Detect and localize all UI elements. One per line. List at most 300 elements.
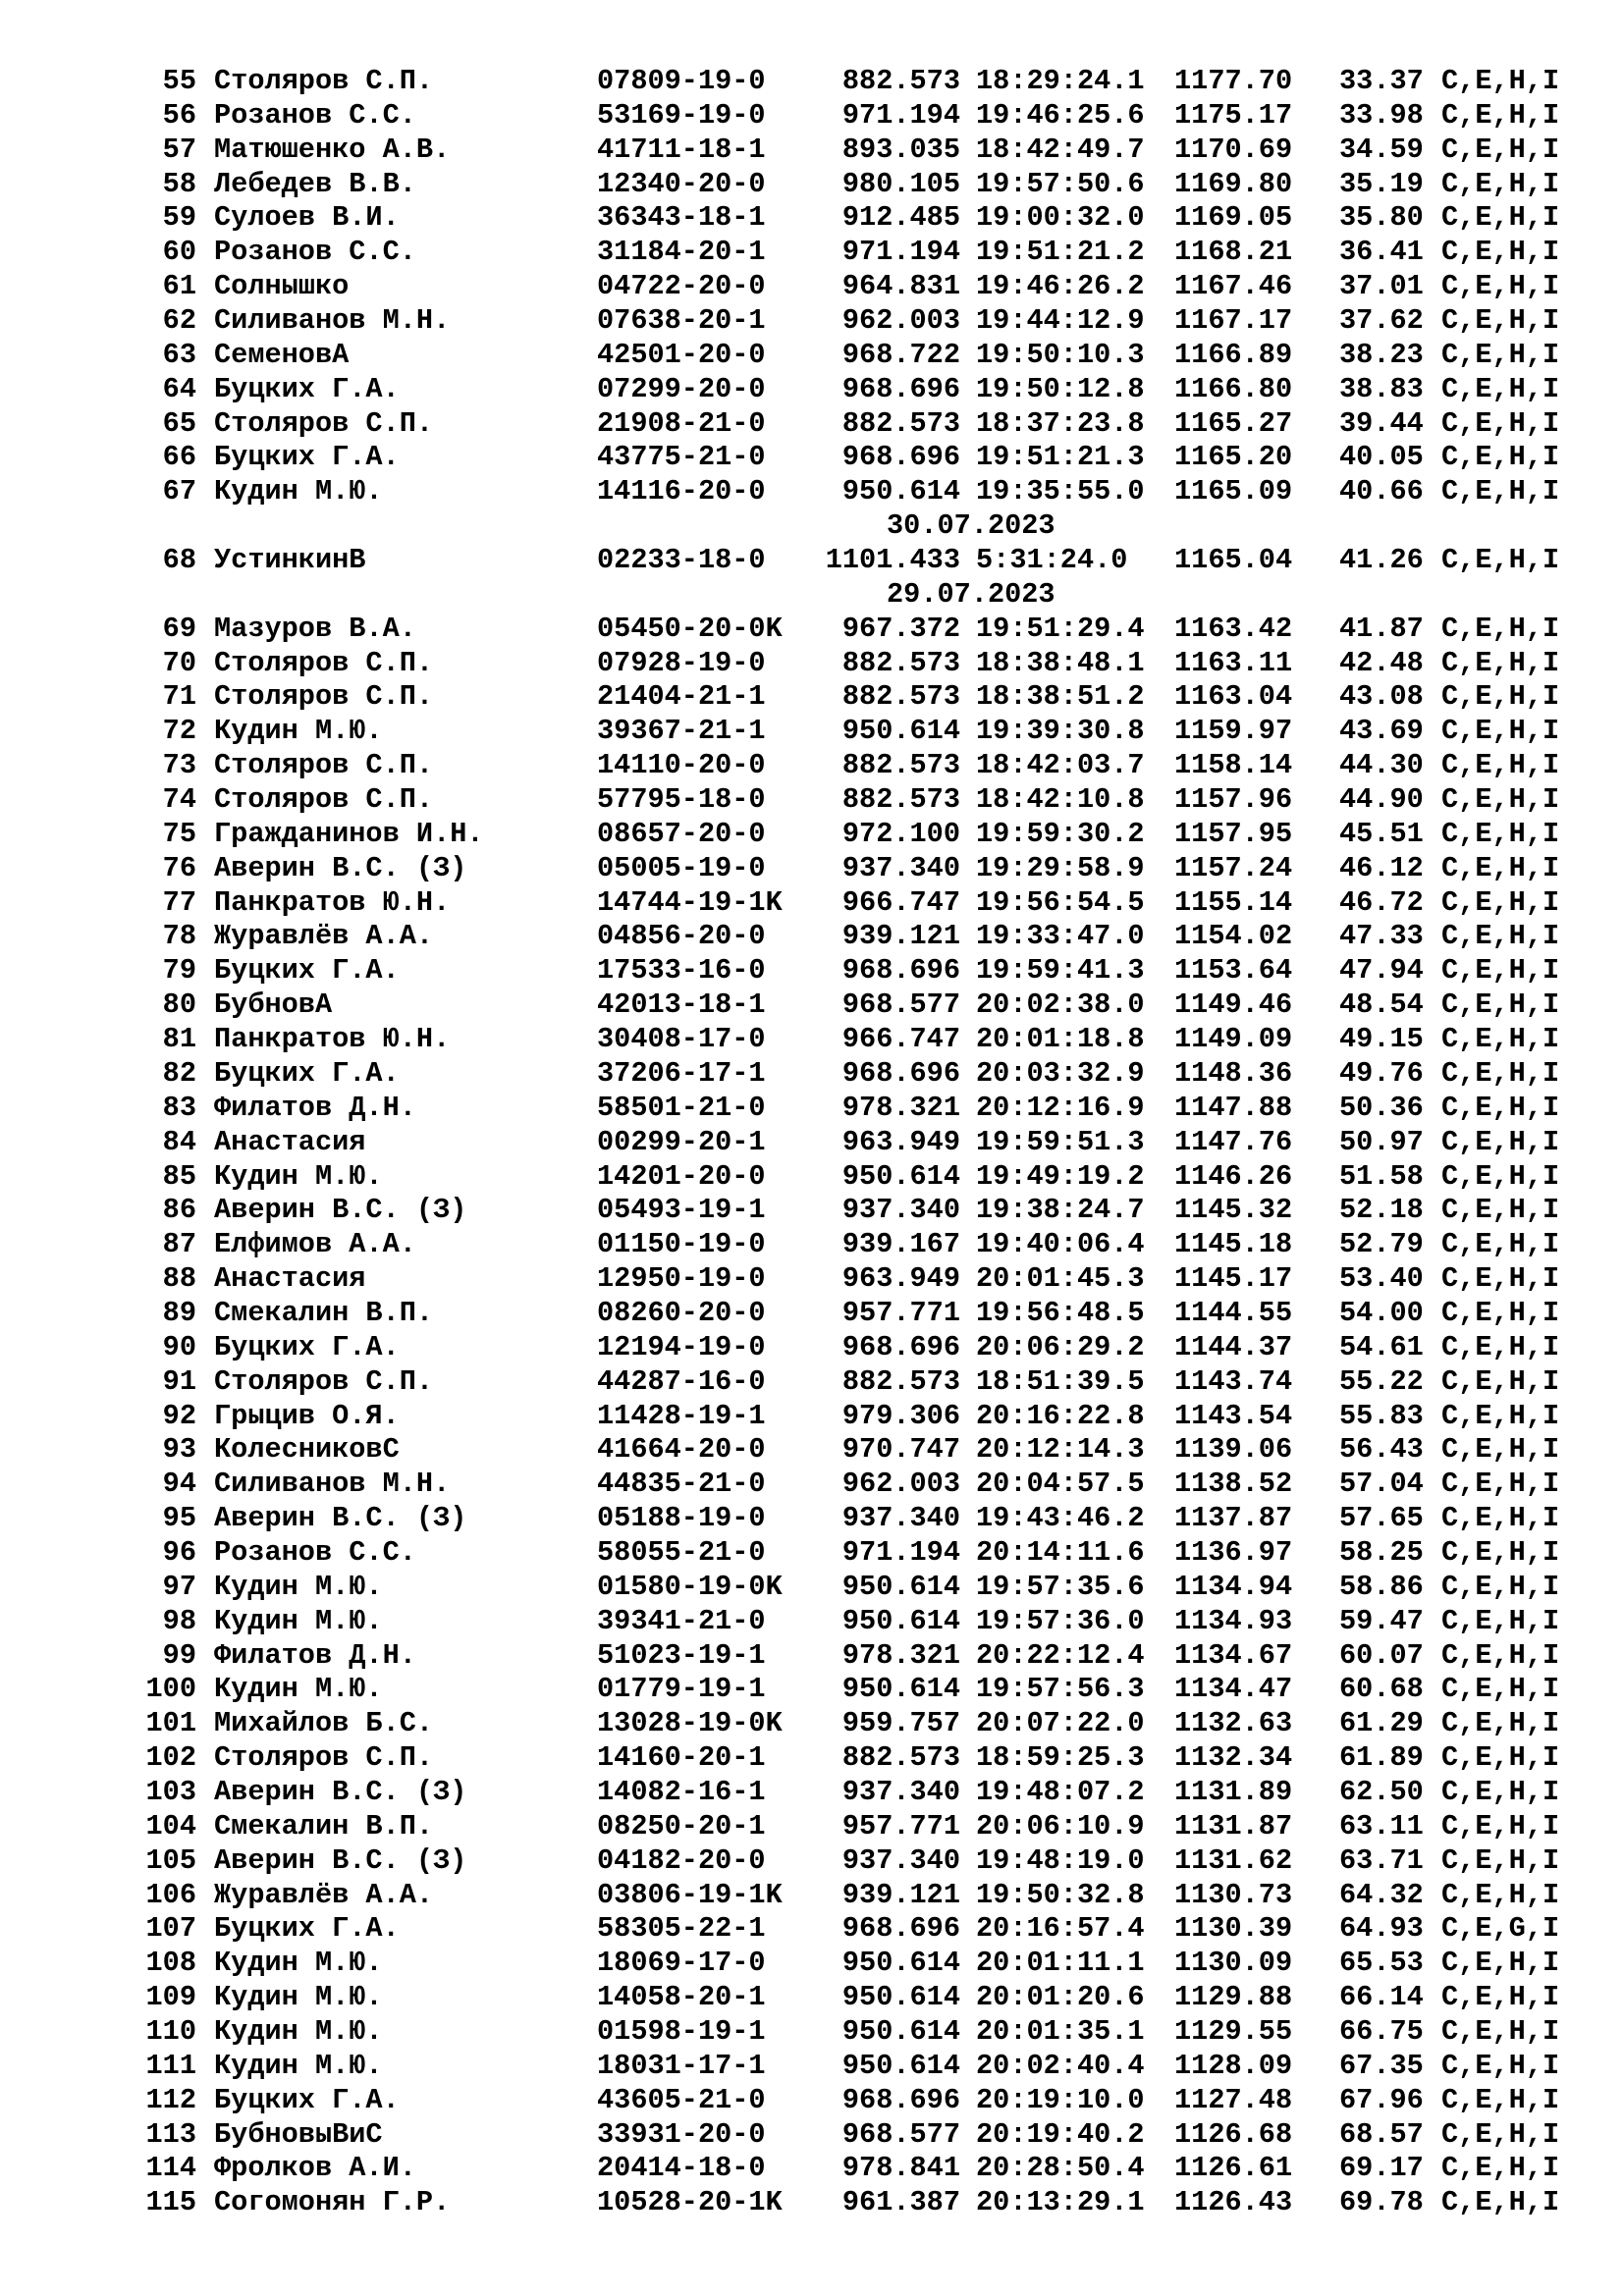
- ring-number: 39367-21-1: [597, 715, 766, 748]
- fancier-name: Смекалин В.П.: [214, 1296, 434, 1329]
- place-number: 88: [162, 1262, 196, 1296]
- table-row: [0, 1400, 1624, 1434]
- place-number: 83: [162, 1091, 196, 1124]
- distance: 882.573: [841, 783, 960, 817]
- distance: 968.577: [841, 988, 960, 1022]
- fancier-name: Аверин В.С. (З): [214, 1502, 467, 1535]
- arrival-time: 20:16:57.4: [976, 1912, 1145, 1946]
- flags: C,E,H,I: [1441, 1296, 1560, 1329]
- points: 48.54: [1339, 988, 1424, 1022]
- place-number: 103: [145, 1775, 196, 1808]
- place-number: 104: [145, 1809, 196, 1842]
- points: 39.44: [1339, 406, 1424, 440]
- speed: 1126.43: [1174, 2186, 1293, 2219]
- table-row: [0, 2050, 1624, 2084]
- table-row: [0, 1673, 1624, 1707]
- table-row: [0, 1571, 1624, 1605]
- points: 38.23: [1339, 338, 1424, 371]
- distance: 950.614: [841, 1673, 960, 1706]
- fancier-name: Столяров С.П.: [214, 646, 434, 679]
- distance: 980.105: [841, 167, 960, 200]
- fancier-name: Силиванов М.Н.: [214, 304, 451, 338]
- fancier-name: Столяров С.П.: [214, 783, 434, 817]
- flags: C,E,H,I: [1441, 1056, 1560, 1090]
- arrival-time: 20:02:40.4: [976, 2049, 1145, 2082]
- points: 41.26: [1339, 544, 1424, 577]
- arrival-time: 20:19:10.0: [976, 2083, 1145, 2116]
- ring-number: 58305-22-1: [597, 1912, 766, 1946]
- results-table: [0, 65, 1624, 2220]
- arrival-time: 20:03:32.9: [976, 1056, 1145, 1090]
- table-row: [0, 1297, 1624, 1331]
- table-row: [0, 1879, 1624, 1913]
- place-number: 67: [162, 475, 196, 508]
- points: 46.72: [1339, 885, 1424, 919]
- distance: 882.573: [841, 680, 960, 714]
- table-row: [0, 1126, 1624, 1160]
- ring-number: 05005-19-0: [597, 851, 766, 884]
- table-row: [0, 1468, 1624, 1502]
- table-row: [0, 818, 1624, 852]
- speed: 1132.63: [1174, 1707, 1293, 1740]
- speed: 1136.97: [1174, 1535, 1293, 1569]
- speed: 1166.80: [1174, 372, 1293, 405]
- speed: 1129.55: [1174, 2014, 1293, 2048]
- ring-number: 58055-21-0: [597, 1535, 766, 1569]
- arrival-time: 18:38:48.1: [976, 646, 1145, 679]
- table-row: [0, 168, 1624, 202]
- points: 67.35: [1339, 2049, 1424, 2082]
- fancier-name: Кудин М.Ю.: [214, 1570, 383, 1603]
- flags: C,E,H,I: [1441, 1947, 1560, 1980]
- speed: 1134.67: [1174, 1638, 1293, 1672]
- ring-number: 21404-21-1: [597, 680, 766, 714]
- points: 69.78: [1339, 2186, 1424, 2219]
- ring-number: 17533-16-0: [597, 954, 766, 988]
- fancier-name: Розанов С.С.: [214, 1535, 416, 1569]
- distance: 937.340: [841, 1775, 960, 1808]
- arrival-time: 19:59:51.3: [976, 1125, 1145, 1158]
- flags: C,E,H,I: [1441, 749, 1560, 782]
- points: 64.93: [1339, 1912, 1424, 1946]
- distance: 950.614: [841, 475, 960, 508]
- points: 61.89: [1339, 1741, 1424, 1775]
- distance: 937.340: [841, 1843, 960, 1877]
- arrival-time: 20:12:14.3: [976, 1433, 1145, 1467]
- distance: 882.573: [841, 406, 960, 440]
- table-row: [0, 1160, 1624, 1195]
- ring-number: 14160-20-1: [597, 1741, 766, 1775]
- flags: C,E,H,I: [1441, 1843, 1560, 1877]
- points: 66.75: [1339, 2014, 1424, 2048]
- distance: 962.003: [841, 304, 960, 338]
- distance: 971.194: [841, 1535, 960, 1569]
- ring-number: 01150-19-0: [597, 1228, 766, 1261]
- distance: 937.340: [841, 1502, 960, 1535]
- speed: 1134.94: [1174, 1570, 1293, 1603]
- distance: 962.003: [841, 1468, 960, 1501]
- ring-number: 05450-20-0K: [597, 612, 783, 645]
- points: 33.37: [1339, 65, 1424, 97]
- fancier-name: Аверин В.С. (З): [214, 1194, 467, 1227]
- speed: 1137.87: [1174, 1502, 1293, 1535]
- fancier-name: Сулоев В.И.: [214, 201, 400, 235]
- table-row: [0, 2118, 1624, 2153]
- points: 46.12: [1339, 851, 1424, 884]
- place-number: 69: [162, 612, 196, 645]
- flags: C,E,H,I: [1441, 2014, 1560, 2048]
- place-number: 72: [162, 715, 196, 748]
- place-number: 65: [162, 406, 196, 440]
- fancier-name: Мазуров В.А.: [214, 612, 416, 645]
- table-row: [0, 1057, 1624, 1092]
- distance: 979.306: [841, 1399, 960, 1432]
- table-row: [0, 1947, 1624, 1981]
- speed: 1167.46: [1174, 270, 1293, 303]
- flags: C,E,H,I: [1441, 1433, 1560, 1467]
- fancier-name: Столяров С.П.: [214, 1741, 434, 1775]
- ring-number: 02233-18-0: [597, 544, 766, 577]
- fancier-name: Буцких Г.А.: [214, 2083, 400, 2116]
- table-row: [0, 65, 1624, 99]
- arrival-time: 20:06:10.9: [976, 1809, 1145, 1842]
- place-number: 81: [162, 1023, 196, 1056]
- flags: C,E,H,I: [1441, 1570, 1560, 1603]
- distance: 912.485: [841, 201, 960, 235]
- points: 64.32: [1339, 1878, 1424, 1911]
- distance: 937.340: [841, 851, 960, 884]
- speed: 1169.80: [1174, 167, 1293, 200]
- place-number: 111: [145, 2049, 196, 2082]
- points: 57.04: [1339, 1468, 1424, 1501]
- ring-number: 01598-19-1: [597, 2014, 766, 2048]
- points: 37.62: [1339, 304, 1424, 338]
- arrival-time: 19:44:12.9: [976, 304, 1145, 338]
- speed: 1158.14: [1174, 749, 1293, 782]
- ring-number: 12950-19-0: [597, 1262, 766, 1296]
- distance: 968.696: [841, 1056, 960, 1090]
- table-row: [0, 339, 1624, 373]
- flags: C,E,H,I: [1441, 612, 1560, 645]
- table-row: [0, 1536, 1624, 1571]
- arrival-time: 20:13:29.1: [976, 2186, 1145, 2219]
- arrival-time: 19:57:36.0: [976, 1604, 1145, 1637]
- ring-number: 14058-20-1: [597, 1981, 766, 2014]
- flags: C,E,H,I: [1441, 1638, 1560, 1672]
- distance: 966.747: [841, 885, 960, 919]
- ring-number: 31184-20-1: [597, 236, 766, 269]
- flags: C,E,G,I: [1441, 1912, 1560, 1946]
- table-row: [0, 988, 1624, 1023]
- ring-number: 01580-19-0K: [597, 1570, 783, 1603]
- points: 62.50: [1339, 1775, 1424, 1808]
- speed: 1128.09: [1174, 2049, 1293, 2082]
- ring-number: 21908-21-0: [597, 406, 766, 440]
- speed: 1144.37: [1174, 1330, 1293, 1363]
- flags: C,E,H,I: [1441, 1775, 1560, 1808]
- place-number: 87: [162, 1228, 196, 1261]
- distance: 959.757: [841, 1707, 960, 1740]
- table-row: [0, 407, 1624, 442]
- distance: 971.194: [841, 236, 960, 269]
- ring-number: 14201-20-0: [597, 1159, 766, 1193]
- ring-number: 43605-21-0: [597, 2083, 766, 2116]
- fancier-name: Панкратов Ю.Н.: [214, 885, 451, 919]
- date-label: 29.07.2023: [887, 577, 1056, 611]
- flags: C,E,H,I: [1441, 1364, 1560, 1398]
- ring-number: 12340-20-0: [597, 167, 766, 200]
- flags: C,E,H,I: [1441, 372, 1560, 405]
- ring-number: 30408-17-0: [597, 1023, 766, 1056]
- distance: 963.949: [841, 1125, 960, 1158]
- arrival-time: 19:51:29.4: [976, 612, 1145, 645]
- distance: 950.614: [841, 2014, 960, 2048]
- fancier-name: Матюшенко А.В.: [214, 133, 451, 166]
- place-number: 63: [162, 338, 196, 371]
- place-number: 97: [162, 1570, 196, 1603]
- points: 50.36: [1339, 1091, 1424, 1124]
- ring-number: 10528-20-1K: [597, 2186, 783, 2219]
- arrival-time: 18:42:03.7: [976, 749, 1145, 782]
- distance: 968.696: [841, 954, 960, 988]
- arrival-time: 19:51:21.2: [976, 236, 1145, 269]
- speed: 1139.06: [1174, 1433, 1293, 1467]
- distance: 882.573: [841, 1741, 960, 1775]
- speed: 1130.73: [1174, 1878, 1293, 1911]
- flags: C,E,H,I: [1441, 1194, 1560, 1227]
- speed: 1165.04: [1174, 544, 1293, 577]
- table-row: [0, 1262, 1624, 1297]
- flags: C,E,H,I: [1441, 1535, 1560, 1569]
- distance: 963.949: [841, 1262, 960, 1296]
- ring-number: 57795-18-0: [597, 783, 766, 817]
- fancier-name: Буцких Г.А.: [214, 1912, 400, 1946]
- ring-number: 14082-16-1: [597, 1775, 766, 1808]
- table-row: [0, 749, 1624, 783]
- points: 52.79: [1339, 1228, 1424, 1261]
- place-number: 98: [162, 1604, 196, 1637]
- place-number: 68: [162, 544, 196, 577]
- distance: 964.831: [841, 270, 960, 303]
- place-number: 110: [145, 2014, 196, 2048]
- arrival-time: 20:01:11.1: [976, 1947, 1145, 1980]
- ring-number: 44287-16-0: [597, 1364, 766, 1398]
- speed: 1175.17: [1174, 98, 1293, 132]
- speed: 1145.18: [1174, 1228, 1293, 1261]
- ring-number: 58501-21-0: [597, 1091, 766, 1124]
- arrival-time: 19:50:10.3: [976, 338, 1145, 371]
- speed: 1147.76: [1174, 1125, 1293, 1158]
- flags: C,E,H,I: [1441, 783, 1560, 817]
- arrival-time: 18:29:24.1: [976, 65, 1145, 97]
- table-row: [0, 783, 1624, 818]
- speed: 1147.88: [1174, 1091, 1293, 1124]
- speed: 1163.42: [1174, 612, 1293, 645]
- table-row: [0, 99, 1624, 133]
- fancier-name: Журавлёв А.А.: [214, 1878, 434, 1911]
- points: 40.66: [1339, 475, 1424, 508]
- distance: 939.121: [841, 1878, 960, 1911]
- flags: C,E,H,I: [1441, 1228, 1560, 1261]
- ring-number: 08657-20-0: [597, 817, 766, 850]
- fancier-name: Кудин М.Ю.: [214, 1947, 383, 1980]
- fancier-name: Кудин М.Ю.: [214, 1673, 383, 1706]
- place-number: 84: [162, 1125, 196, 1158]
- table-row: [0, 2186, 1624, 2220]
- fancier-name: Столяров С.П.: [214, 406, 434, 440]
- place-number: 89: [162, 1296, 196, 1329]
- ring-number: 03806-19-1K: [597, 1878, 783, 1911]
- fancier-name: Панкратов Ю.Н.: [214, 1023, 451, 1056]
- flags: C,E,H,I: [1441, 2152, 1560, 2185]
- ring-number: 53169-19-0: [597, 98, 766, 132]
- points: 56.43: [1339, 1433, 1424, 1467]
- arrival-time: 20:06:29.2: [976, 1330, 1145, 1363]
- points: 57.65: [1339, 1502, 1424, 1535]
- arrival-time: 20:02:38.0: [976, 988, 1145, 1022]
- table-row: [0, 1365, 1624, 1400]
- arrival-time: 20:07:22.0: [976, 1707, 1145, 1740]
- points: 34.59: [1339, 133, 1424, 166]
- table-row: [0, 680, 1624, 715]
- distance: 970.747: [841, 1433, 960, 1467]
- points: 63.71: [1339, 1843, 1424, 1877]
- distance: 968.696: [841, 372, 960, 405]
- distance: 968.696: [841, 1912, 960, 1946]
- fancier-name: Кудин М.Ю.: [214, 1159, 383, 1193]
- speed: 1145.32: [1174, 1194, 1293, 1227]
- place-number: 59: [162, 201, 196, 235]
- flags: C,E,H,I: [1441, 201, 1560, 235]
- fancier-name: Аверин В.С. (З): [214, 1775, 467, 1808]
- speed: 1143.74: [1174, 1364, 1293, 1398]
- place-number: 91: [162, 1364, 196, 1398]
- points: 63.11: [1339, 1809, 1424, 1842]
- table-row: [0, 1331, 1624, 1365]
- flags: C,E,H,I: [1441, 1981, 1560, 2014]
- points: 54.00: [1339, 1296, 1424, 1329]
- points: 47.33: [1339, 920, 1424, 953]
- points: 51.58: [1339, 1159, 1424, 1193]
- speed: 1138.52: [1174, 1468, 1293, 1501]
- distance: 950.614: [841, 1570, 960, 1603]
- table-row: [0, 1981, 1624, 2015]
- speed: 1148.36: [1174, 1056, 1293, 1090]
- points: 68.57: [1339, 2117, 1424, 2151]
- table-row: [0, 133, 1624, 168]
- fancier-name: Смекалин В.П.: [214, 1809, 434, 1842]
- fancier-name: Филатов Д.Н.: [214, 1091, 416, 1124]
- fancier-name: Розанов С.С.: [214, 236, 416, 269]
- date-separator: [0, 509, 1624, 544]
- fancier-name: Буцких Г.А.: [214, 1056, 400, 1090]
- ring-number: 11428-19-1: [597, 1399, 766, 1432]
- ring-number: 33931-20-0: [597, 2117, 766, 2151]
- place-number: 100: [145, 1673, 196, 1706]
- place-number: 82: [162, 1056, 196, 1090]
- points: 44.30: [1339, 749, 1424, 782]
- place-number: 90: [162, 1330, 196, 1363]
- speed: 1126.68: [1174, 2117, 1293, 2151]
- date-separator: [0, 578, 1624, 613]
- speed: 1127.48: [1174, 2083, 1293, 2116]
- table-row: [0, 1912, 1624, 1947]
- speed: 1131.62: [1174, 1843, 1293, 1877]
- ring-number: 41664-20-0: [597, 1433, 766, 1467]
- fancier-name: Столяров С.П.: [214, 749, 434, 782]
- place-number: 94: [162, 1468, 196, 1501]
- flags: C,E,H,I: [1441, 98, 1560, 132]
- speed: 1145.17: [1174, 1262, 1293, 1296]
- ring-number: 13028-19-0K: [597, 1707, 783, 1740]
- ring-number: 08250-20-1: [597, 1809, 766, 1842]
- points: 58.86: [1339, 1570, 1424, 1603]
- place-number: 78: [162, 920, 196, 953]
- flags: C,E,H,I: [1441, 1262, 1560, 1296]
- fancier-name: Кудин М.Ю.: [214, 2014, 383, 2048]
- speed: 1129.88: [1174, 1981, 1293, 2014]
- points: 43.08: [1339, 680, 1424, 714]
- arrival-time: 19:46:25.6: [976, 98, 1145, 132]
- flags: C,E,H,I: [1441, 65, 1560, 97]
- place-number: 114: [145, 2152, 196, 2185]
- flags: C,E,H,I: [1441, 167, 1560, 200]
- arrival-time: 20:01:35.1: [976, 2014, 1145, 2048]
- place-number: 66: [162, 441, 196, 474]
- ring-number: 14744-19-1K: [597, 885, 783, 919]
- distance: 957.771: [841, 1296, 960, 1329]
- points: 55.83: [1339, 1399, 1424, 1432]
- fancier-name: УстинкинВ: [214, 544, 366, 577]
- distance: 893.035: [841, 133, 960, 166]
- distance: 1101.433: [825, 544, 960, 577]
- arrival-time: 20:01:20.6: [976, 1981, 1145, 2014]
- speed: 1166.89: [1174, 338, 1293, 371]
- points: 54.61: [1339, 1330, 1424, 1363]
- place-number: 75: [162, 817, 196, 850]
- distance: 978.321: [841, 1638, 960, 1672]
- place-number: 79: [162, 954, 196, 988]
- arrival-time: 19:43:46.2: [976, 1502, 1145, 1535]
- arrival-time: 19:51:21.3: [976, 441, 1145, 474]
- flags: C,E,H,I: [1441, 1878, 1560, 1911]
- flags: C,E,H,I: [1441, 954, 1560, 988]
- arrival-time: 19:50:32.8: [976, 1878, 1145, 1911]
- flags: C,E,H,I: [1441, 1502, 1560, 1535]
- speed: 1167.17: [1174, 304, 1293, 338]
- speed: 1149.46: [1174, 988, 1293, 1022]
- speed: 1165.09: [1174, 475, 1293, 508]
- points: 69.17: [1339, 2152, 1424, 2185]
- ring-number: 07928-19-0: [597, 646, 766, 679]
- table-row: [0, 1023, 1624, 1057]
- speed: 1165.20: [1174, 441, 1293, 474]
- points: 43.69: [1339, 715, 1424, 748]
- distance: 937.340: [841, 1194, 960, 1227]
- flags: C,E,H,I: [1441, 1604, 1560, 1637]
- fancier-name: Журавлёв А.А.: [214, 920, 434, 953]
- points: 44.90: [1339, 783, 1424, 817]
- points: 61.29: [1339, 1707, 1424, 1740]
- fancier-name: Аверин В.С. (З): [214, 851, 467, 884]
- speed: 1177.70: [1174, 65, 1293, 97]
- distance: 978.321: [841, 1091, 960, 1124]
- arrival-time: 20:04:57.5: [976, 1468, 1145, 1501]
- flags: C,E,H,I: [1441, 1741, 1560, 1775]
- distance: 950.614: [841, 1981, 960, 2014]
- speed: 1143.54: [1174, 1399, 1293, 1432]
- table-row: [0, 920, 1624, 954]
